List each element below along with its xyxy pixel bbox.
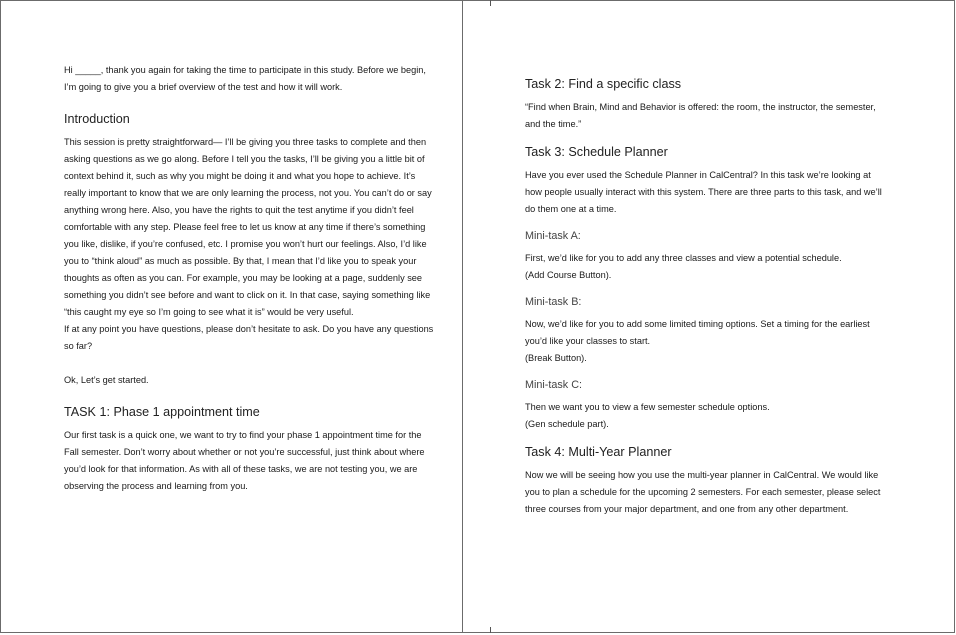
intro-greeting: Hi _____, thank you again for taking the time to participate in this study. Before we begin, I’m going to give you a brief overview of the test and how it will work. xyxy=(64,65,426,92)
task3-body: Have you ever used the Schedule Planner in CalCentral? In this task we’re looking at how people usually interact with this system. There are three parts to this task, and we’ll do them one at a time. xyxy=(525,170,882,214)
task4-body: Now we will be seeing how you use the multi-year planner in CalCentral. We would like you to plan a schedule for the upcoming 2 semesters. For each semester, please select three courses from your major department, and one from any other department. xyxy=(525,470,881,514)
page-corner-mark-bottom xyxy=(490,627,491,633)
mini-task-b-heading: Mini-task B: xyxy=(525,296,582,308)
mini-task-b-body: Now, we’d like for you to add some limited timing options. Set a timing for the earliest you’d like your classes to start. xyxy=(525,319,870,346)
left-page-content xyxy=(64,62,434,495)
task3-heading: Task 3: Schedule Planner xyxy=(525,145,668,159)
right-page-content xyxy=(525,75,890,518)
mini-task-b-note: (Break Button). xyxy=(525,353,587,363)
mini-task-c-note: (Gen schedule part). xyxy=(525,419,609,429)
mini-task-c-body: Then we want you to view a few semester schedule options. xyxy=(525,402,770,412)
mini-task-a-heading: Mini-task A: xyxy=(525,230,581,242)
page-corner-mark-top xyxy=(490,0,491,6)
document-page-right xyxy=(462,0,955,633)
task4-heading: Task 4: Multi-Year Planner xyxy=(525,445,672,459)
start-line: Ok, Let’s get started. xyxy=(64,375,149,385)
task1-body: Our first task is a quick one, we want to try to find your phase 1 appointment time for the Fall semester. Don’t worry about whether or not you’re successful, just think about where you’d look for that information. As with all of these tasks, we are not testing you, we are observing the process and learning from you. xyxy=(64,430,425,491)
mini-task-c-heading: Mini-task C: xyxy=(525,379,582,391)
document-page-left xyxy=(0,0,463,633)
introduction-body: This session is pretty straightforward— I’ll be giving you three tasks to complete and then asking questions as we go along. Before I tell you the tasks, I’ll be giving you a little bit of context behind it, such as why you might be doing it and what you hope to achieve. It’s really important to know that we are only learning the process, not you. You can’t do or say anything wrong here. Also, you have the rights to quit the test anytime if you didn’t feel comfortable with any step. Please feel free to let us know at any time if there’s something you like, dislike, if you’re confused, etc. I promise you won’t hurt our feelings. Also, I’d like you to “think aloud” as much as possible. By that, I mean that I’d like you to speak your thoughts as often as you can. For example, you may be looking at a page, suddenly see something you didn’t see before and want to click on it. In that case, saying something like “this caught my eye so I’m going to see what it is” would be very useful. xyxy=(64,137,432,317)
questions-line: If at any point you have questions, please don’t hesitate to ask. Do you have any questions so far? xyxy=(64,324,434,351)
mini-task-a-note: (Add Course Button). xyxy=(525,270,612,280)
task1-heading: TASK 1: Phase 1 appointment time xyxy=(64,405,260,419)
task2-body: “Find when Brain, Mind and Behavior is offered: the room, the instructor, the semester, and the time.” xyxy=(525,102,876,129)
task2-heading: Task 2: Find a specific class xyxy=(525,77,682,91)
mini-task-a-body: First, we’d like for you to add any three classes and view a potential schedule. xyxy=(525,253,842,263)
introduction-heading: Introduction xyxy=(64,112,130,126)
